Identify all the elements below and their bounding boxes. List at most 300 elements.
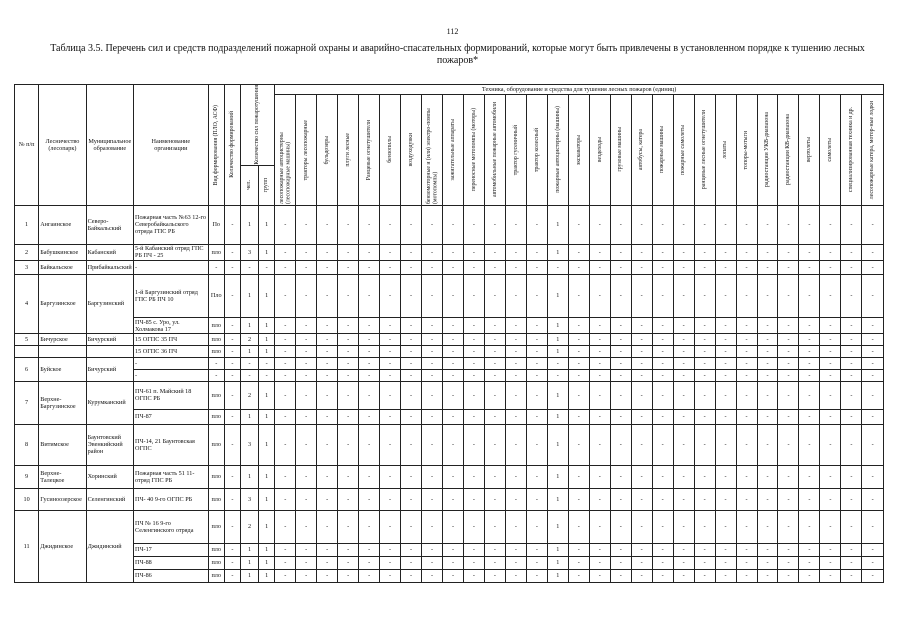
cell-equipment: - bbox=[275, 424, 296, 465]
cell-equipment: - bbox=[505, 569, 526, 582]
cell-equipment: - bbox=[799, 424, 820, 465]
cell-equipment: - bbox=[359, 205, 380, 244]
cell-equipment: - bbox=[568, 488, 589, 511]
cell-equipment: - bbox=[568, 244, 589, 260]
cell-equipment: - bbox=[526, 357, 547, 369]
cell-equipment: - bbox=[799, 369, 820, 381]
cell-equipment: - bbox=[338, 244, 359, 260]
cell-groups: - bbox=[259, 369, 275, 381]
cell-equipment: - bbox=[757, 465, 778, 488]
cell-forestry: Буйское bbox=[39, 357, 86, 381]
cell-municipality: Баунтовский Эвенкийский район bbox=[86, 424, 133, 465]
table-row bbox=[15, 381, 884, 409]
cell-equipment: - bbox=[862, 346, 884, 358]
cell-equipment: - bbox=[736, 244, 757, 260]
cell-equipment: - bbox=[631, 205, 652, 244]
cell-num: 10 bbox=[15, 488, 39, 511]
cell-equipment: - bbox=[401, 346, 422, 358]
cell-forestry: Байкальское bbox=[39, 260, 86, 274]
header-equipment-19: пожарные самолеты bbox=[673, 95, 694, 206]
cell-equipment: - bbox=[442, 556, 463, 569]
cell-equipment: - bbox=[526, 569, 547, 582]
cell-equipment: - bbox=[359, 274, 380, 317]
cell-equipment: - bbox=[589, 334, 610, 346]
cell-equipment: - bbox=[736, 424, 757, 465]
cell-equipment: - bbox=[317, 205, 338, 244]
cell-equipment: - bbox=[610, 556, 631, 569]
cell-equipment: - bbox=[841, 543, 862, 556]
cell-equipment: - bbox=[715, 260, 736, 274]
header-equipment-13: пожарные автоцистерны (машины) bbox=[547, 95, 568, 206]
cell-equipment: - bbox=[317, 511, 338, 543]
cell-groups: 1 bbox=[259, 465, 275, 488]
cell-equipment: - bbox=[715, 543, 736, 556]
cell-groups: 1 bbox=[259, 569, 275, 582]
cell-equipment: - bbox=[631, 511, 652, 543]
cell-equipment: - bbox=[568, 274, 589, 317]
cell-equipment: - bbox=[422, 357, 443, 369]
cell-type: пло bbox=[208, 511, 224, 543]
cell-equipment: - bbox=[631, 424, 652, 465]
cell-organization: - bbox=[134, 357, 209, 369]
cell-equipment: - bbox=[505, 424, 526, 465]
cell-equipment: - bbox=[442, 357, 463, 369]
cell-equipment: - bbox=[505, 488, 526, 511]
cell-equipment: - bbox=[463, 488, 484, 511]
cell-equipment: - bbox=[589, 488, 610, 511]
cell-equipment: - bbox=[799, 244, 820, 260]
cell-organization: ПЧ № 16 9-го Селенгинского отряда bbox=[134, 511, 209, 543]
cell-equipment: - bbox=[715, 409, 736, 424]
cell-equipment: - bbox=[442, 381, 463, 409]
cell-equipment: - bbox=[338, 409, 359, 424]
cell-equipment: - bbox=[799, 381, 820, 409]
cell-equipment: - bbox=[317, 409, 338, 424]
cell-forestry: Верхне-Баргузинское bbox=[39, 381, 86, 424]
cell-equipment: - bbox=[673, 334, 694, 346]
cell-equipment: - bbox=[673, 205, 694, 244]
cell-equipment: - bbox=[715, 569, 736, 582]
cell-formations: - bbox=[224, 569, 240, 582]
cell-equipment: - bbox=[631, 317, 652, 333]
cell-equipment: - bbox=[526, 488, 547, 511]
header-staff-groups: групп bbox=[259, 165, 275, 205]
cell-num: 9 bbox=[15, 465, 39, 488]
cell-groups: 1 bbox=[259, 543, 275, 556]
cell-equipment: - bbox=[380, 556, 401, 569]
cell-equipment: - bbox=[547, 357, 568, 369]
cell-equipment: - bbox=[799, 205, 820, 244]
cell-equipment: - bbox=[736, 488, 757, 511]
cell-equipment: - bbox=[359, 488, 380, 511]
cell-formations: - bbox=[224, 409, 240, 424]
cell-equipment: - bbox=[673, 409, 694, 424]
cell-equipment: - bbox=[380, 260, 401, 274]
cell-equipment: - bbox=[505, 346, 526, 358]
cell-municipality: Бичурский bbox=[86, 334, 133, 346]
cell-equipment: - bbox=[463, 409, 484, 424]
cell-equipment: - bbox=[715, 381, 736, 409]
cell-equipment: - bbox=[673, 543, 694, 556]
cell-equipment: - bbox=[673, 424, 694, 465]
cell-equipment: - bbox=[736, 556, 757, 569]
cell-equipment: - bbox=[820, 424, 841, 465]
cell-equipment: - bbox=[799, 260, 820, 274]
cell-equipment: - bbox=[317, 488, 338, 511]
cell-equipment: 1 bbox=[547, 543, 568, 556]
cell-groups: 1 bbox=[259, 334, 275, 346]
cell-equipment: - bbox=[631, 409, 652, 424]
cell-organization: ПЧ-61 п. Майский 18 ОГПС РБ bbox=[134, 381, 209, 409]
cell-equipment: - bbox=[820, 569, 841, 582]
cell-organization: Пожарная часть №63 12-го Северобайкальского отряда ГПС РБ bbox=[134, 205, 209, 244]
cell-equipment: - bbox=[778, 244, 799, 260]
cell-equipment: - bbox=[820, 409, 841, 424]
cell-equipment: - bbox=[422, 274, 443, 317]
cell-equipment: - bbox=[652, 260, 673, 274]
cell-equipment: - bbox=[589, 569, 610, 582]
cell-equipment: - bbox=[505, 244, 526, 260]
header-equipment-27: специализированная техника и др. bbox=[841, 95, 862, 206]
cell-people: 1 bbox=[240, 556, 258, 569]
cell-equipment: - bbox=[610, 346, 631, 358]
cell-people: 3 bbox=[240, 424, 258, 465]
cell-equipment: - bbox=[715, 369, 736, 381]
cell-equipment: - bbox=[841, 424, 862, 465]
cell-equipment: - bbox=[442, 569, 463, 582]
cell-equipment: - bbox=[317, 357, 338, 369]
table-row bbox=[15, 569, 884, 582]
cell-num bbox=[15, 346, 39, 358]
cell-equipment: - bbox=[568, 569, 589, 582]
cell-equipment: - bbox=[275, 334, 296, 346]
cell-equipment: - bbox=[862, 488, 884, 511]
table-row bbox=[15, 260, 884, 274]
cell-equipment: - bbox=[296, 511, 317, 543]
cell-equipment: - bbox=[275, 205, 296, 244]
cell-people: 1 bbox=[240, 409, 258, 424]
cell-equipment: - bbox=[694, 346, 715, 358]
cell-equipment: - bbox=[841, 511, 862, 543]
cell-equipment: - bbox=[841, 334, 862, 346]
table-row bbox=[15, 465, 884, 488]
cell-equipment: - bbox=[673, 244, 694, 260]
cell-equipment: - bbox=[694, 556, 715, 569]
cell-equipment: - bbox=[422, 465, 443, 488]
cell-equipment: - bbox=[652, 346, 673, 358]
cell-equipment: - bbox=[296, 346, 317, 358]
cell-equipment: - bbox=[484, 244, 505, 260]
cell-equipment: - bbox=[631, 274, 652, 317]
cell-equipment: - bbox=[841, 369, 862, 381]
cell-equipment: - bbox=[757, 369, 778, 381]
cell-equipment: - bbox=[820, 274, 841, 317]
cell-equipment: - bbox=[317, 465, 338, 488]
cell-equipment: - bbox=[275, 569, 296, 582]
table-row bbox=[15, 424, 884, 465]
cell-equipment: - bbox=[799, 317, 820, 333]
cell-equipment: 1 bbox=[547, 424, 568, 465]
cell-equipment: - bbox=[631, 369, 652, 381]
cell-equipment: - bbox=[380, 543, 401, 556]
cell-equipment: - bbox=[442, 409, 463, 424]
cell-groups: 1 bbox=[259, 274, 275, 317]
cell-type: пло bbox=[208, 409, 224, 424]
cell-formations: - bbox=[224, 381, 240, 409]
cell-equipment: - bbox=[715, 205, 736, 244]
cell-equipment: - bbox=[568, 260, 589, 274]
cell-organization: ПЧ-87 bbox=[134, 409, 209, 424]
cell-equipment: - bbox=[862, 465, 884, 488]
table-row bbox=[15, 369, 884, 381]
cell-equipment: - bbox=[359, 260, 380, 274]
cell-equipment: - bbox=[757, 488, 778, 511]
cell-equipment: - bbox=[505, 465, 526, 488]
table-title: Таблица 3.5. Перечень сил и средств подразделений пожарной охраны и аварийно-спасательных формирований, которые могут быть привлечены в установленном порядке к тушению лесных пожаров* bbox=[50, 43, 865, 66]
cell-type: пло bbox=[208, 381, 224, 409]
cell-groups: 1 bbox=[259, 205, 275, 244]
cell-equipment: - bbox=[338, 511, 359, 543]
cell-equipment: - bbox=[820, 556, 841, 569]
cell-equipment: - bbox=[422, 369, 443, 381]
cell-equipment: - bbox=[757, 274, 778, 317]
header-equipment-12: трактор колесный bbox=[526, 95, 547, 206]
cell-equipment: - bbox=[401, 488, 422, 511]
cell-equipment: - bbox=[652, 274, 673, 317]
cell-equipment: - bbox=[275, 556, 296, 569]
cell-equipment: - bbox=[463, 334, 484, 346]
cell-equipment: - bbox=[631, 334, 652, 346]
cell-equipment: - bbox=[317, 381, 338, 409]
cell-equipment: - bbox=[736, 381, 757, 409]
cell-equipment: - bbox=[673, 465, 694, 488]
cell-groups: 1 bbox=[259, 346, 275, 358]
cell-equipment: - bbox=[484, 205, 505, 244]
cell-equipment: - bbox=[820, 357, 841, 369]
cell-equipment: - bbox=[736, 511, 757, 543]
cell-num: 1 bbox=[15, 205, 39, 244]
cell-num: 11 bbox=[15, 511, 39, 582]
cell-equipment: - bbox=[631, 465, 652, 488]
cell-equipment: - bbox=[673, 346, 694, 358]
cell-equipment: - bbox=[442, 260, 463, 274]
cell-equipment: - bbox=[568, 424, 589, 465]
cell-equipment: 1 bbox=[547, 334, 568, 346]
cell-equipment: - bbox=[526, 543, 547, 556]
cell-equipment: - bbox=[694, 569, 715, 582]
cell-equipment: - bbox=[610, 511, 631, 543]
cell-equipment: - bbox=[862, 357, 884, 369]
cell-equipment: - bbox=[694, 260, 715, 274]
cell-equipment: - bbox=[778, 260, 799, 274]
cell-equipment: - bbox=[715, 465, 736, 488]
cell-equipment: - bbox=[317, 424, 338, 465]
cell-equipment: - bbox=[401, 260, 422, 274]
cell-type: По bbox=[208, 205, 224, 244]
cell-equipment: - bbox=[736, 334, 757, 346]
cell-equipment: - bbox=[694, 317, 715, 333]
cell-equipment: - bbox=[757, 357, 778, 369]
cell-equipment: - bbox=[610, 543, 631, 556]
cell-municipality: Курумканский bbox=[86, 381, 133, 424]
table-row bbox=[15, 488, 884, 511]
cell-type: пло bbox=[208, 424, 224, 465]
cell-equipment: - bbox=[275, 274, 296, 317]
cell-equipment: - bbox=[526, 556, 547, 569]
cell-equipment: - bbox=[673, 569, 694, 582]
cell-organization: Пожарная часть 51 11-отряд ГПС РБ bbox=[134, 465, 209, 488]
cell-type: пло bbox=[208, 244, 224, 260]
cell-equipment: - bbox=[673, 511, 694, 543]
cell-equipment: - bbox=[380, 244, 401, 260]
cell-people: 2 bbox=[240, 334, 258, 346]
cell-equipment: - bbox=[505, 556, 526, 569]
cell-equipment: - bbox=[589, 205, 610, 244]
cell-equipment: - bbox=[820, 369, 841, 381]
forces-table bbox=[14, 84, 884, 583]
cell-organization: 1-й Баргузинский отряд ГПС РБ ПЧ 10 bbox=[134, 274, 209, 317]
cell-equipment: - bbox=[442, 205, 463, 244]
cell-equipment: - bbox=[380, 511, 401, 543]
page-number: 112 bbox=[446, 27, 459, 36]
cell-equipment: - bbox=[778, 317, 799, 333]
cell-equipment: - bbox=[778, 409, 799, 424]
cell-equipment: - bbox=[484, 569, 505, 582]
cell-equipment: - bbox=[589, 465, 610, 488]
cell-equipment: - bbox=[463, 205, 484, 244]
cell-people: 3 bbox=[240, 244, 258, 260]
cell-equipment: - bbox=[463, 424, 484, 465]
cell-equipment: 1 bbox=[547, 381, 568, 409]
cell-equipment: - bbox=[652, 357, 673, 369]
cell-equipment: - bbox=[296, 465, 317, 488]
cell-equipment: - bbox=[568, 205, 589, 244]
table-row bbox=[15, 346, 884, 358]
cell-equipment: - bbox=[841, 357, 862, 369]
cell-equipment: - bbox=[673, 488, 694, 511]
cell-equipment: - bbox=[568, 556, 589, 569]
cell-equipment: - bbox=[610, 334, 631, 346]
cell-equipment: - bbox=[736, 357, 757, 369]
cell-organization: - bbox=[134, 369, 209, 381]
cell-organization: ПЧ-88 bbox=[134, 556, 209, 569]
cell-equipment: - bbox=[778, 369, 799, 381]
cell-num: 7 bbox=[15, 381, 39, 424]
cell-equipment: - bbox=[338, 424, 359, 465]
cell-equipment: - bbox=[820, 260, 841, 274]
cell-equipment: - bbox=[631, 556, 652, 569]
cell-equipment: - bbox=[422, 381, 443, 409]
cell-equipment: - bbox=[338, 334, 359, 346]
cell-equipment: - bbox=[778, 205, 799, 244]
cell-equipment: - bbox=[652, 409, 673, 424]
cell-equipment: - bbox=[275, 369, 296, 381]
cell-equipment: - bbox=[380, 346, 401, 358]
cell-equipment: - bbox=[757, 409, 778, 424]
cell-equipment: - bbox=[589, 317, 610, 333]
cell-equipment: - bbox=[820, 381, 841, 409]
cell-equipment: - bbox=[694, 381, 715, 409]
header-equipment-6: воздуходувки bbox=[401, 95, 422, 206]
cell-formations: - bbox=[224, 488, 240, 511]
cell-equipment: - bbox=[862, 274, 884, 317]
cell-equipment: - bbox=[799, 346, 820, 358]
cell-equipment: - bbox=[694, 543, 715, 556]
cell-equipment: - bbox=[442, 465, 463, 488]
cell-equipment: - bbox=[505, 369, 526, 381]
cell-groups: 1 bbox=[259, 409, 275, 424]
cell-equipment: - bbox=[317, 569, 338, 582]
cell-equipment: - bbox=[401, 409, 422, 424]
cell-equipment: - bbox=[736, 465, 757, 488]
cell-equipment: - bbox=[694, 205, 715, 244]
cell-forestry: Бичурское bbox=[39, 334, 86, 346]
cell-equipment: - bbox=[484, 511, 505, 543]
cell-equipment: - bbox=[736, 369, 757, 381]
cell-equipment: - bbox=[338, 556, 359, 569]
cell-equipment: - bbox=[568, 381, 589, 409]
header-equipment-8: зажигательные аппараты bbox=[442, 95, 463, 206]
cell-equipment: - bbox=[317, 369, 338, 381]
cell-equipment: - bbox=[736, 346, 757, 358]
cell-equipment: - bbox=[610, 205, 631, 244]
cell-equipment: - bbox=[359, 543, 380, 556]
cell-type: - bbox=[208, 357, 224, 369]
cell-equipment: - bbox=[589, 381, 610, 409]
cell-equipment: - bbox=[610, 488, 631, 511]
table-row bbox=[15, 409, 884, 424]
cell-equipment: - bbox=[820, 511, 841, 543]
cell-equipment: - bbox=[799, 409, 820, 424]
cell-equipment: - bbox=[589, 556, 610, 569]
cell-groups: 1 bbox=[259, 381, 275, 409]
cell-equipment: - bbox=[841, 556, 862, 569]
cell-equipment: - bbox=[652, 205, 673, 244]
cell-equipment: - bbox=[673, 556, 694, 569]
cell-equipment: - bbox=[380, 409, 401, 424]
cell-equipment: - bbox=[380, 369, 401, 381]
cell-equipment: - bbox=[715, 334, 736, 346]
cell-num: 2 bbox=[15, 244, 39, 260]
cell-municipality: Северо-Байкальский bbox=[86, 205, 133, 244]
cell-equipment: - bbox=[275, 465, 296, 488]
cell-equipment: - bbox=[380, 205, 401, 244]
cell-type: пло bbox=[208, 317, 224, 333]
cell-people: 2 bbox=[240, 381, 258, 409]
cell-equipment: - bbox=[359, 369, 380, 381]
cell-equipment: - bbox=[484, 334, 505, 346]
cell-equipment: - bbox=[275, 317, 296, 333]
cell-equipment: - bbox=[778, 465, 799, 488]
header-equipment-21: лопаты bbox=[715, 95, 736, 206]
cell-equipment: - bbox=[296, 424, 317, 465]
cell-type: пло bbox=[208, 569, 224, 582]
cell-equipment: - bbox=[631, 569, 652, 582]
cell-equipment: - bbox=[296, 488, 317, 511]
cell-equipment: - bbox=[296, 357, 317, 369]
cell-equipment: - bbox=[296, 244, 317, 260]
table-row bbox=[15, 317, 884, 333]
cell-equipment: - bbox=[862, 511, 884, 543]
cell-type: пло bbox=[208, 346, 224, 358]
cell-equipment: - bbox=[296, 556, 317, 569]
cell-equipment: - bbox=[862, 381, 884, 409]
cell-people: 1 bbox=[240, 205, 258, 244]
cell-equipment: - bbox=[484, 274, 505, 317]
cell-equipment: - bbox=[841, 260, 862, 274]
cell-equipment: - bbox=[757, 381, 778, 409]
cell-num: 5 bbox=[15, 334, 39, 346]
